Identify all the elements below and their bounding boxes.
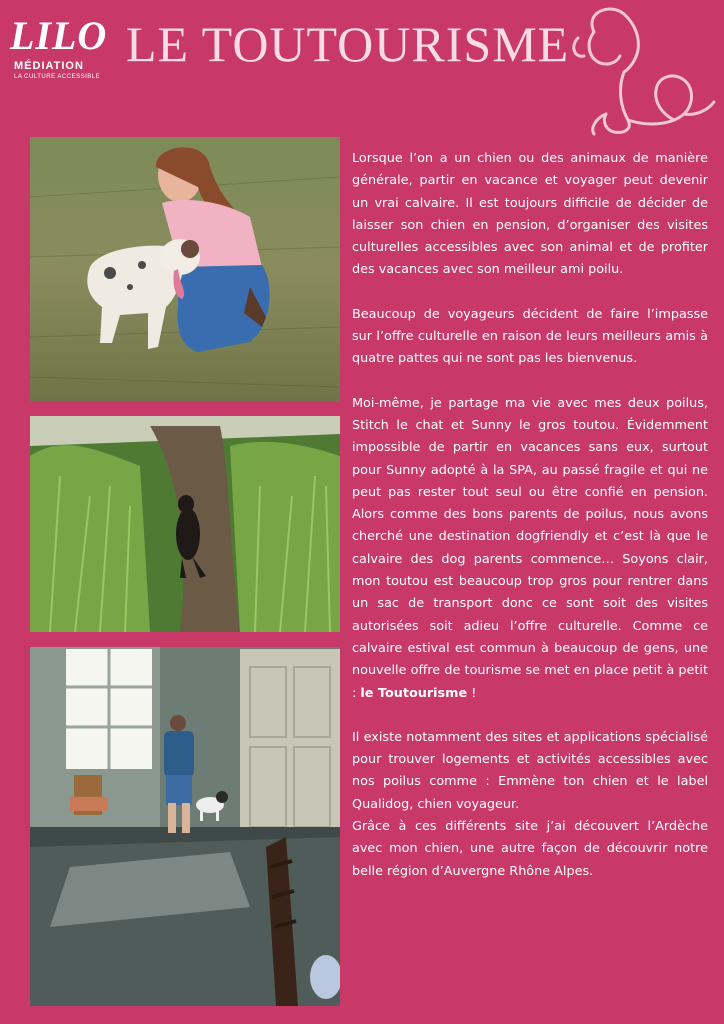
- page-title: LE TOUTOURISME: [126, 16, 570, 72]
- photo-man-with-dog-in-chateau: [30, 647, 340, 1006]
- photo-dog-in-grass: [30, 416, 340, 632]
- paragraph-intro: Lorsque l’on a un chien ou des animaux de manière générale, partir en vacance et voyager peut devenir un vrai calvaire. Il est toujours difficile de décider de laisser son chien en pension, d’organiser des visites culturelles accessibles avec son animal et de profiter des vacances avec son meilleur ami poilu.: [352, 151, 708, 278]
- article-body: [352, 148, 708, 883]
- paragraph-personal-story: [352, 393, 708, 705]
- paragraph-conclusion: Grâce à ces différents site j’ai découvert l’Ardèche avec mon chien, une autre façon de découvrir notre belle région d’Auvergne Rhône Alpes.: [352, 819, 708, 879]
- logo-tagline: LA CULTURE ACCESSIBLE: [14, 74, 101, 80]
- toutourisme-highlight: le Toutourisme: [360, 685, 468, 701]
- paragraph-personal-story-text: Moi-même, je partage ma vie avec mes deux poilus, Stitch le chat et Sunny le gros toutou. Évidemment impossible de partir en vacances sans eux, surtout pour Sunny adopté à la SPA, au passé fragile et qui ne peut pas rester tout seul ou être confié en pension. Alors comme des bons parents de poilus, nous avons cherché une destination dogfriendly et c’est là que le calvaire des dog parents commence… Soyons clair, mon toutou est beaucoup trop gros pour rentrer dans un sac de transport donc ce sont soit des visites autorisées soit adieu l’offre culturelle. Comme ce calvaire estival est commun à beaucoup de gens, une nouvelle offre de tourisme se met en place petit à petit :: [352, 395, 708, 701]
- paragraph-resources: Il existe notamment des sites et applications spécialisé pour trouver logements et activités accessibles avec nos poilus comme : Emmène ton chien et le label Qualidog, chien voyageur.: [352, 729, 708, 812]
- lilo-logo: [8, 10, 108, 92]
- logo-word: LILO: [10, 13, 108, 58]
- logo-subtitle: MÉDIATION: [14, 60, 84, 72]
- dog-outline-icon: [566, 2, 716, 140]
- photo-woman-with-dog: [30, 137, 340, 402]
- paragraph-personal-story-end: !: [467, 685, 477, 701]
- paragraph-travelers: Beaucoup de voyageurs décident de faire l’impasse sur l’offre culturelle en raison de leurs meilleurs amis à quatre pattes qui ne sont pas les bienvenus.: [352, 306, 708, 367]
